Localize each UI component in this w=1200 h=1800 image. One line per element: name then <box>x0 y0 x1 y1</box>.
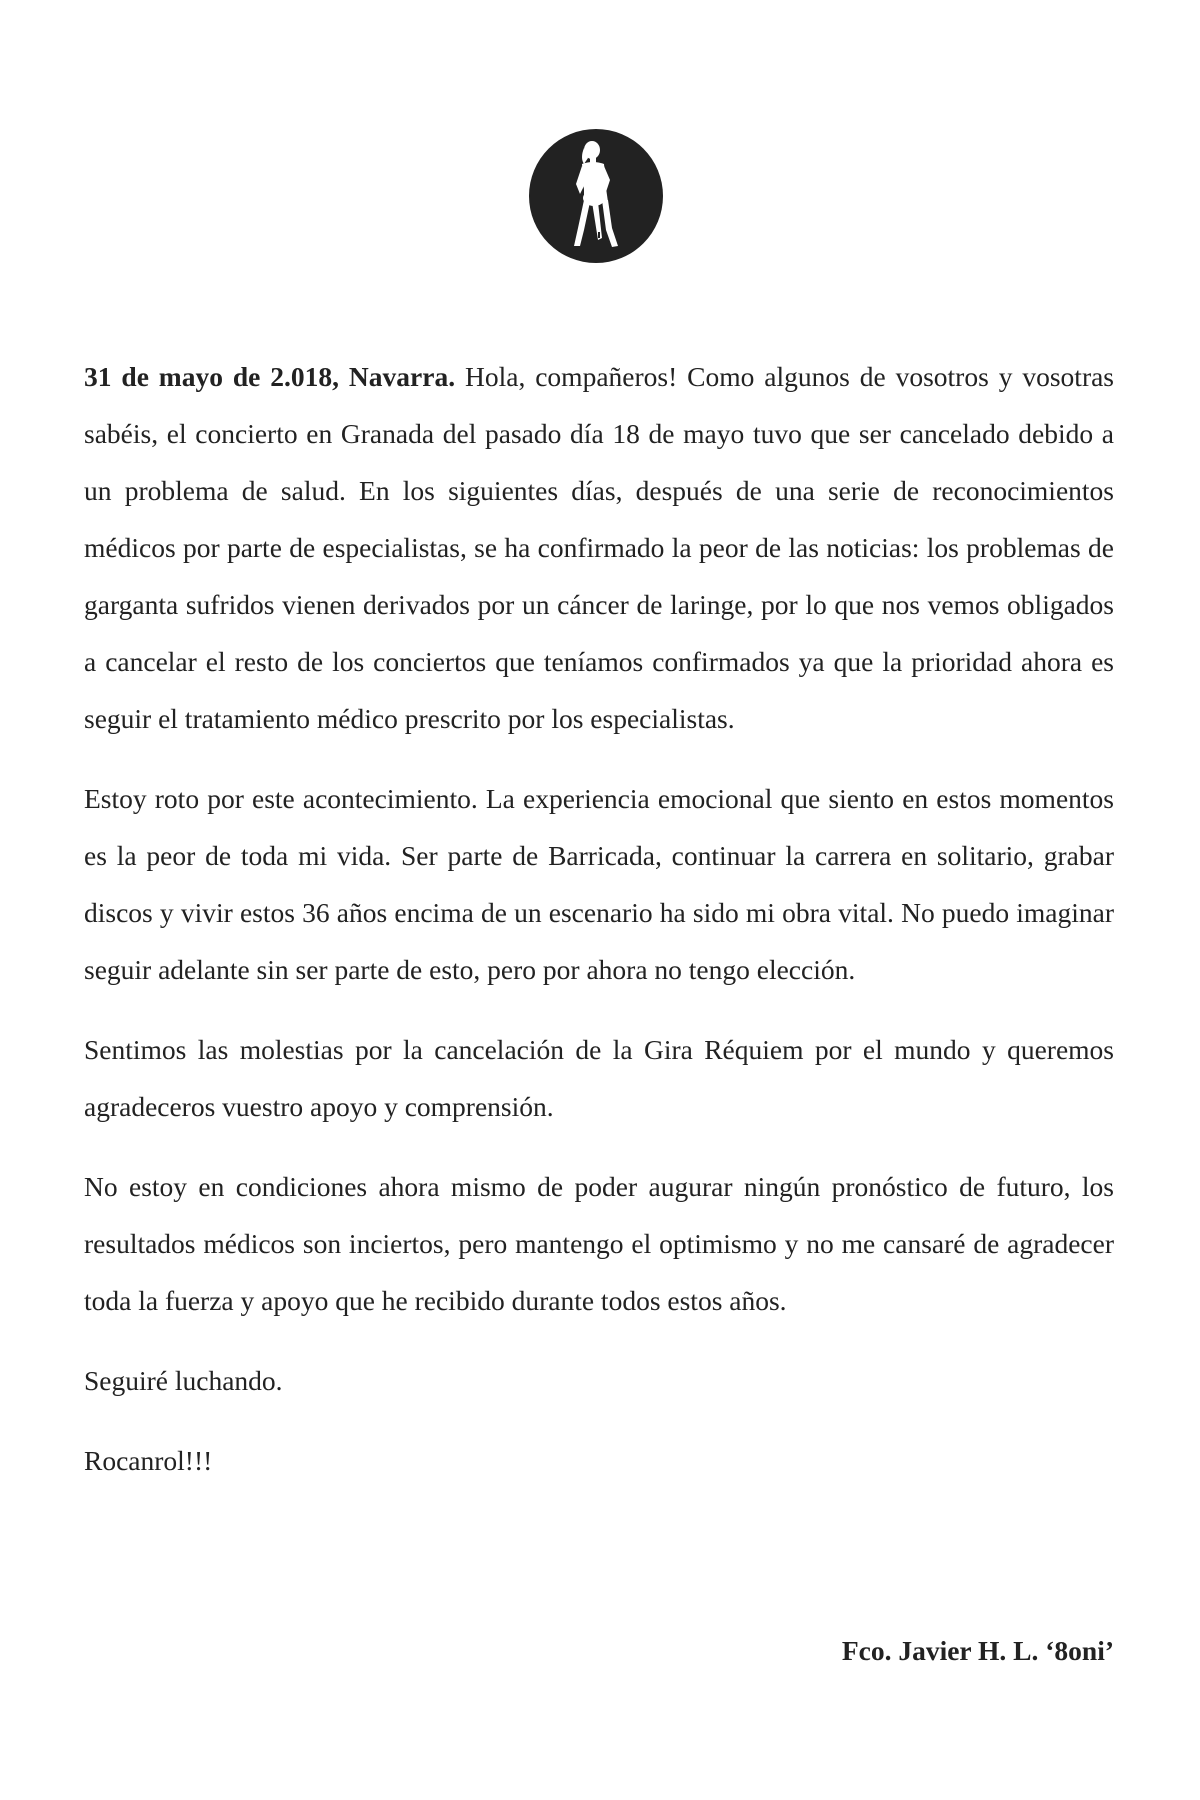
guitarist-logo <box>528 128 664 264</box>
letter-paragraph-1-text: Hola, compañeros! Como algunos de vosotros y vosotras sabéis, el concierto en Granada del pasado día 18 de mayo tuvo que ser cancelado debido a un problema de salud. En los siguientes días, después de una serie de reconocimientos médicos por parte de especialistas, se ha confirmado la peor de las noticias: los problemas de garganta sufridos vienen derivados por un cáncer de laringe, por lo que nos vemos obligados a cancelar el resto de los conciertos que teníamos confirmados ya que la prioridad ahora es seguir el tratamiento médico prescrito por los especialistas. <box>84 361 1115 734</box>
letter-paragraph-4: No estoy en condiciones ahora mismo de poder augurar ningún pronóstico de futuro, los resultados médicos son inciertos, pero mantengo el optimismo y no me cansaré de agradecer toda la fuerza y apoyo que he recibido durante todos estos años. <box>84 1171 1114 1316</box>
letter-dateline: 31 de mayo de 2.018, Navarra. <box>84 361 456 392</box>
letter-paragraph-6: Rocanrol!!! <box>84 1445 213 1476</box>
letter-paragraph-5: Seguiré luchando. <box>84 1365 283 1396</box>
letter-paragraph-1 <box>84 348 1114 747</box>
letter-paragraph-2: Estoy roto por este acontecimiento. La experiencia emocional que siento en estos momentos es la peor de toda mi vida. Ser parte de Barricada, continuar la carrera en solitario, grabar discos y vivir estos 36 años encima de un escenario ha sido mi obra vital. No puedo imaginar seguir adelante sin ser parte de esto, pero por ahora no tengo elección. <box>84 783 1114 985</box>
letter-paragraph-3: Sentimos las molestias por la cancelación de la Gira Réquiem por el mundo y queremos agradeceros vuestro apoyo y comprensión. <box>84 1034 1114 1122</box>
letter-body <box>84 348 1114 1512</box>
guitarist-silhouette-icon <box>528 128 664 264</box>
letter-signature: Fco. Javier H. L. ‘8oni’ <box>841 1635 1114 1666</box>
